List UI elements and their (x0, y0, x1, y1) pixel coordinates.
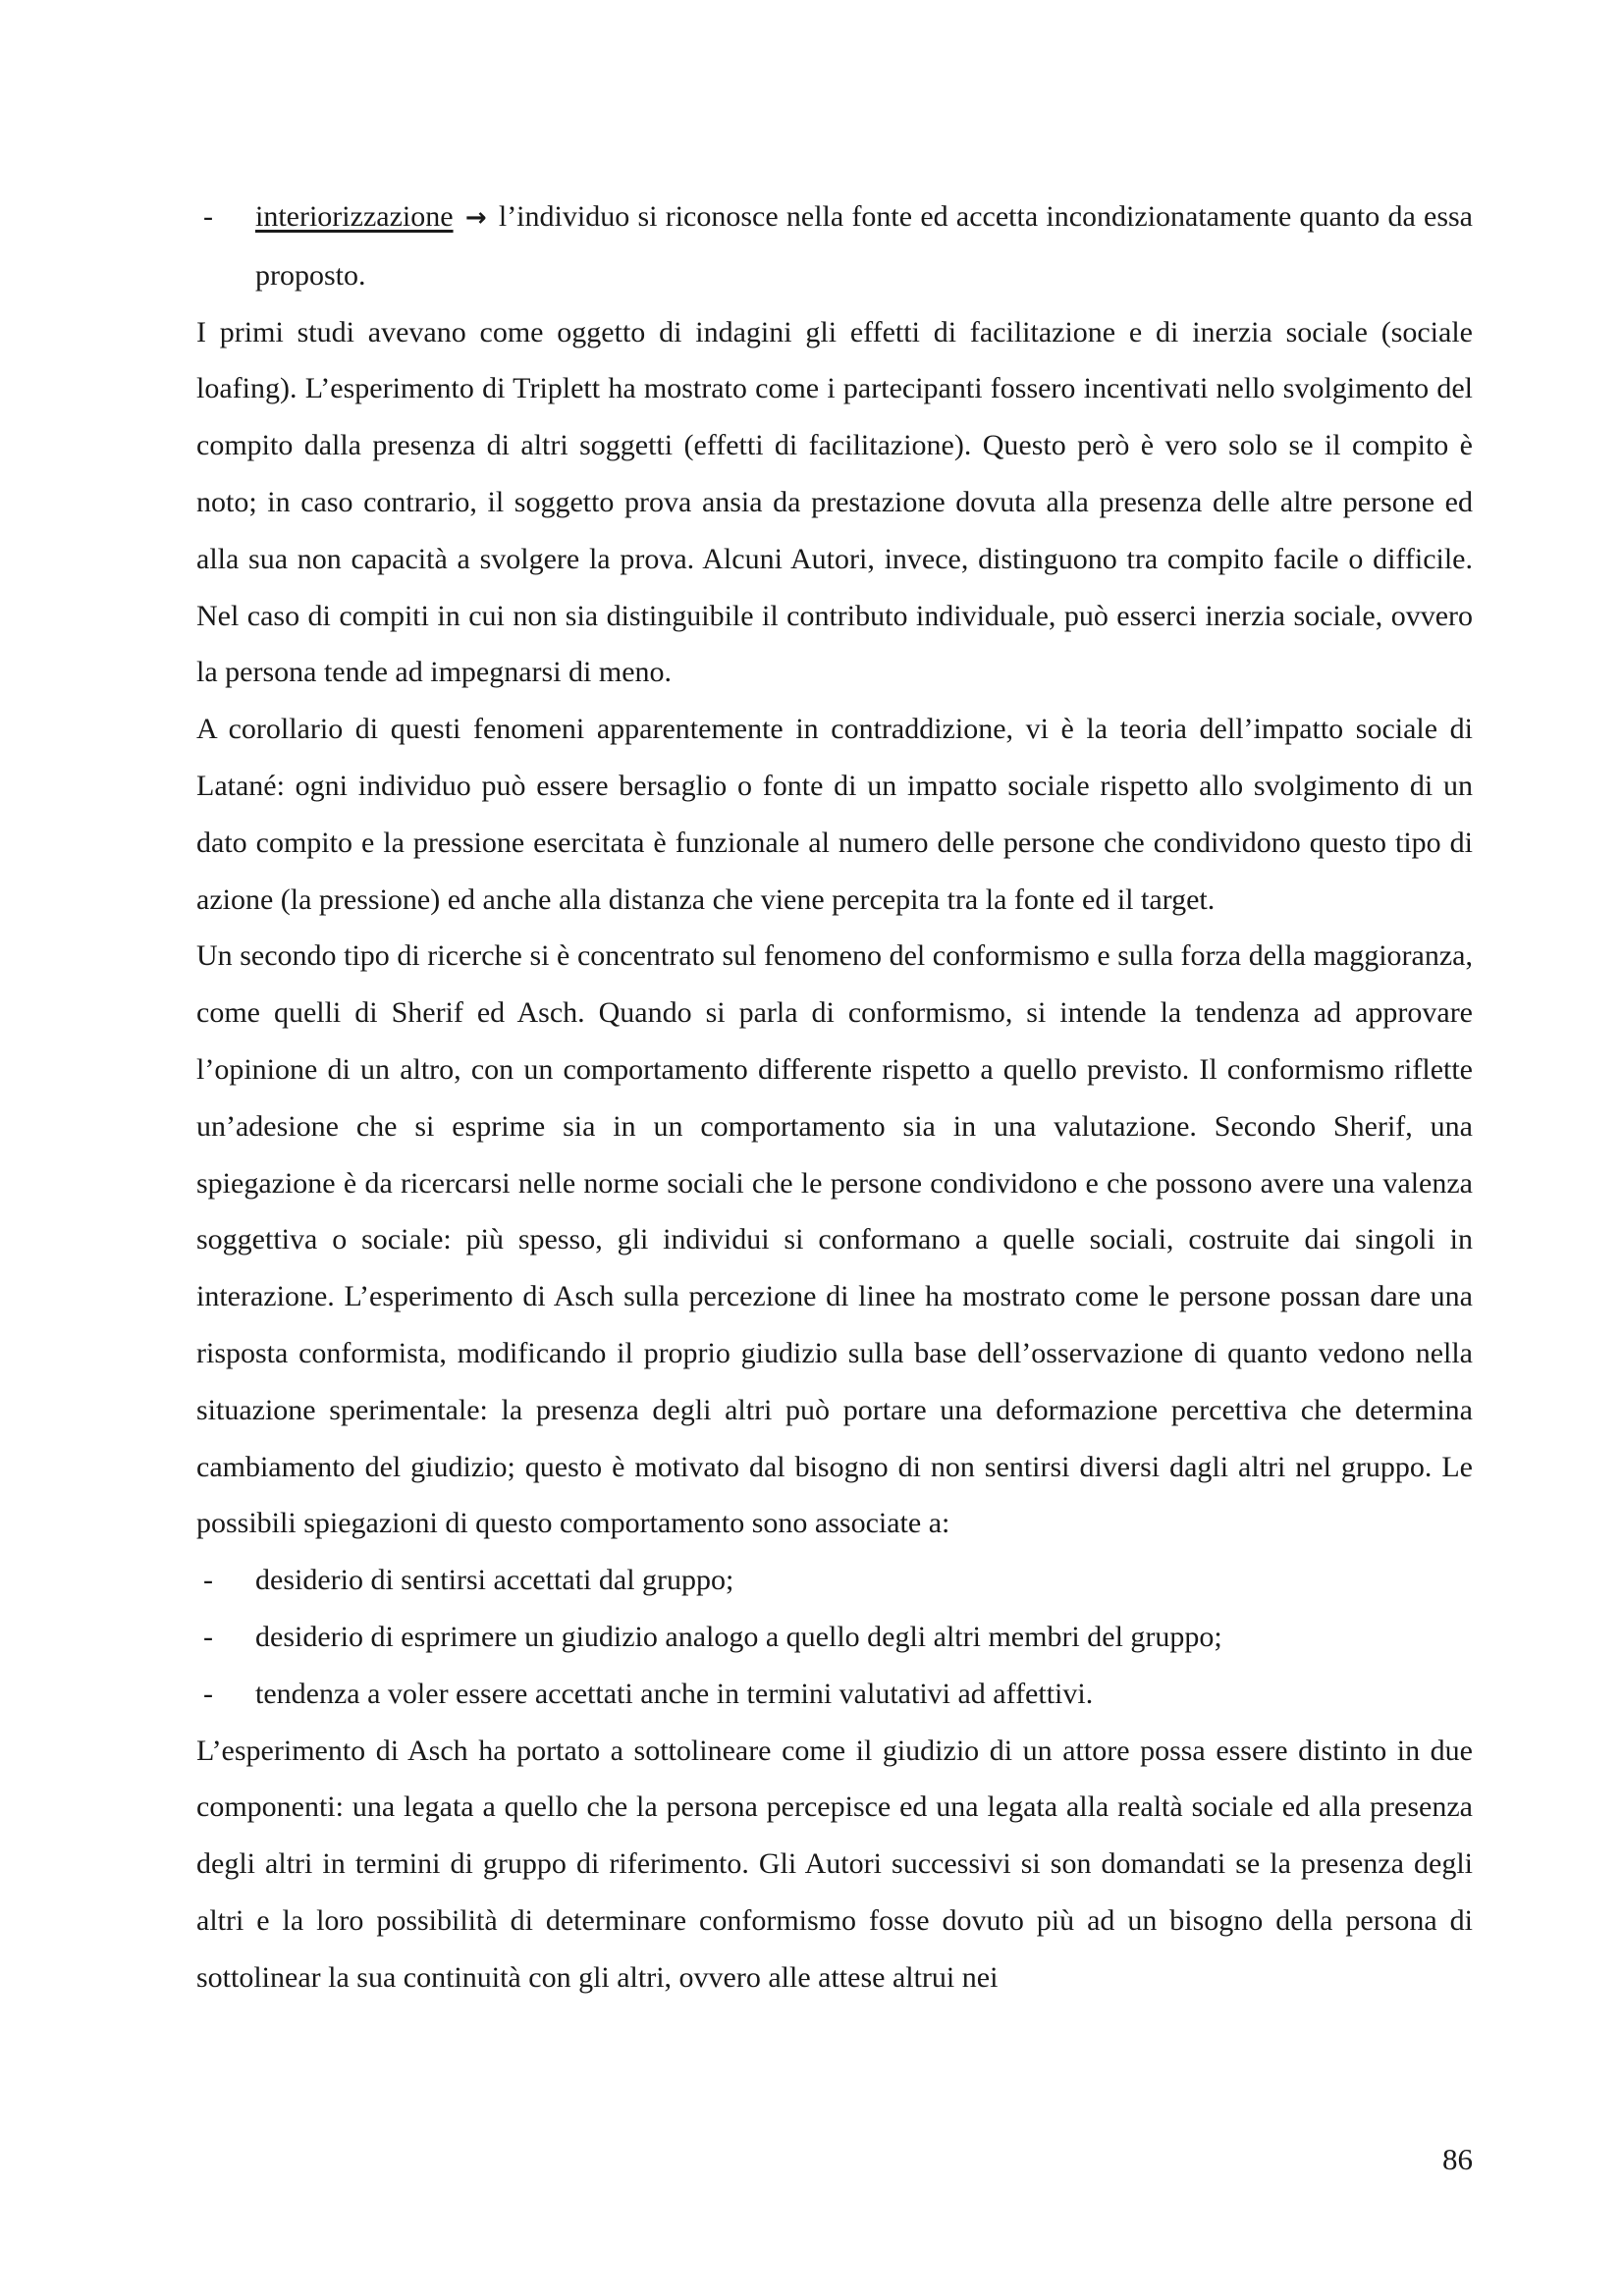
paragraph-facilitazione: I primi studi avevano come oggetto di indagini gli effetti di facilitazione e di inerzia sociale (sociale loafing). L’esperimento di Triplett ha mostrato come i partecipanti fossero incentivati nello svolgimento del compito dalla presenza di altri soggetti (effetti di facilitazione). Questo però è vero solo se il compito è noto; in caso contrario, il soggetto prova ansia da prestazione dovuta alla presenza delle altre persone ed alla sua non capacità a svolgere la prova. Alcuni Autori, invece, distinguono tra compito facile o difficile. Nel caso di compiti in cui non sia distinguibile il contributo individuale, può esserci inerzia sociale, ovvero la persona tende ad impegnarsi di meno. (196, 315, 1473, 689)
bullet-dash: - (203, 1620, 213, 1653)
list-item-text: desiderio di esprimere un giudizio analogo a quello degli altri membri del gruppo; (255, 1620, 1222, 1653)
paragraph-conformismo: Un secondo tipo di ricerche si è concentrato sul fenomeno del conformismo e sulla forza della maggioranza, come quelli di Sherif ed Asch. Quando si parla di conformismo, si intende la tendenza ad approvare l’opinione di un altro, con un comportamento differente rispetto a quello previsto. Il conformismo riflette un’adesione che si esprime sia in un comportamento sia in una valutazione. Secondo Sherif, una spiegazione è da ricercarsi nelle norme sociali che le persone condividono e che possono avere una valenza soggettiva o sociale: più spesso, gli individui si conformano a quelle sociali, costruite dai singoli in interazione. L’esperimento di Asch sulla percezione di linee ha mostrato come le persone possan dare una risposta conformista, modificando il proprio giudizio sulla base dell’osservazione di quanto vedono nella situazione sperimentale: la presenza degli altri può portare una deformazione percettiva che determina cambiamento del giudizio; questo è motivato dal bisogno di non sentirsi diversi dagli altri nel gruppo. Le possibili spiegazioni di questo comportamento sono associate a: (196, 939, 1473, 1540)
bullet-interiorizzazione (196, 188, 1473, 304)
list-item (196, 1666, 1473, 1723)
list-item-text: desiderio di sentirsi accettati dal gruppo; (255, 1564, 734, 1597)
list-item-text: tendenza a voler essere accettati anche in termini valutativi ad affettivi. (255, 1677, 1094, 1710)
term-interiorizzazione: interiorizzazione (255, 200, 454, 233)
list-item (196, 1609, 1473, 1666)
page-number: 86 (1442, 2142, 1473, 2176)
list-item (196, 1552, 1473, 1609)
bullet-dash: - (203, 1677, 213, 1710)
right-arrow-icon: → (464, 203, 487, 233)
paragraph-asch: L’esperimento di Asch ha portato a sottolineare come il giudizio di un attore possa essere distinto in due componenti: una legata a quello che la persona percepisce ed una legata alla realtà sociale ed alla presenza degli altri in termini di gruppo di riferimento. Gli Autori successivi si son domandati se la presenza degli altri e la loro possibilità di determinare conformismo fosse dovuto più ad un bisogno della persona di sottolinear la sua continuità con gli altri, ovvero alle attese altrui nei (196, 1734, 1473, 1994)
paragraph-latane: A corollario di questi fenomeni apparentemente in contraddizione, vi è la teoria dell’impatto sociale di Latané: ogni individuo può essere bersaglio o fonte di un impatto sociale rispetto allo svolgimento di un dato compito e la pressione esercitata è funzionale al numero delle persone che condividono questo tipo di azione (la pressione) ed anche alla distanza che viene percepita tra la fonte ed il target. (196, 713, 1473, 916)
bullet-dash: - (203, 1564, 213, 1597)
bullet-dash: - (203, 200, 213, 233)
page-body (196, 188, 1473, 2006)
bullet-text: l’individuo si riconosce nella fonte ed accetta incondizionatamente quanto da essa proposto. (255, 200, 1473, 292)
